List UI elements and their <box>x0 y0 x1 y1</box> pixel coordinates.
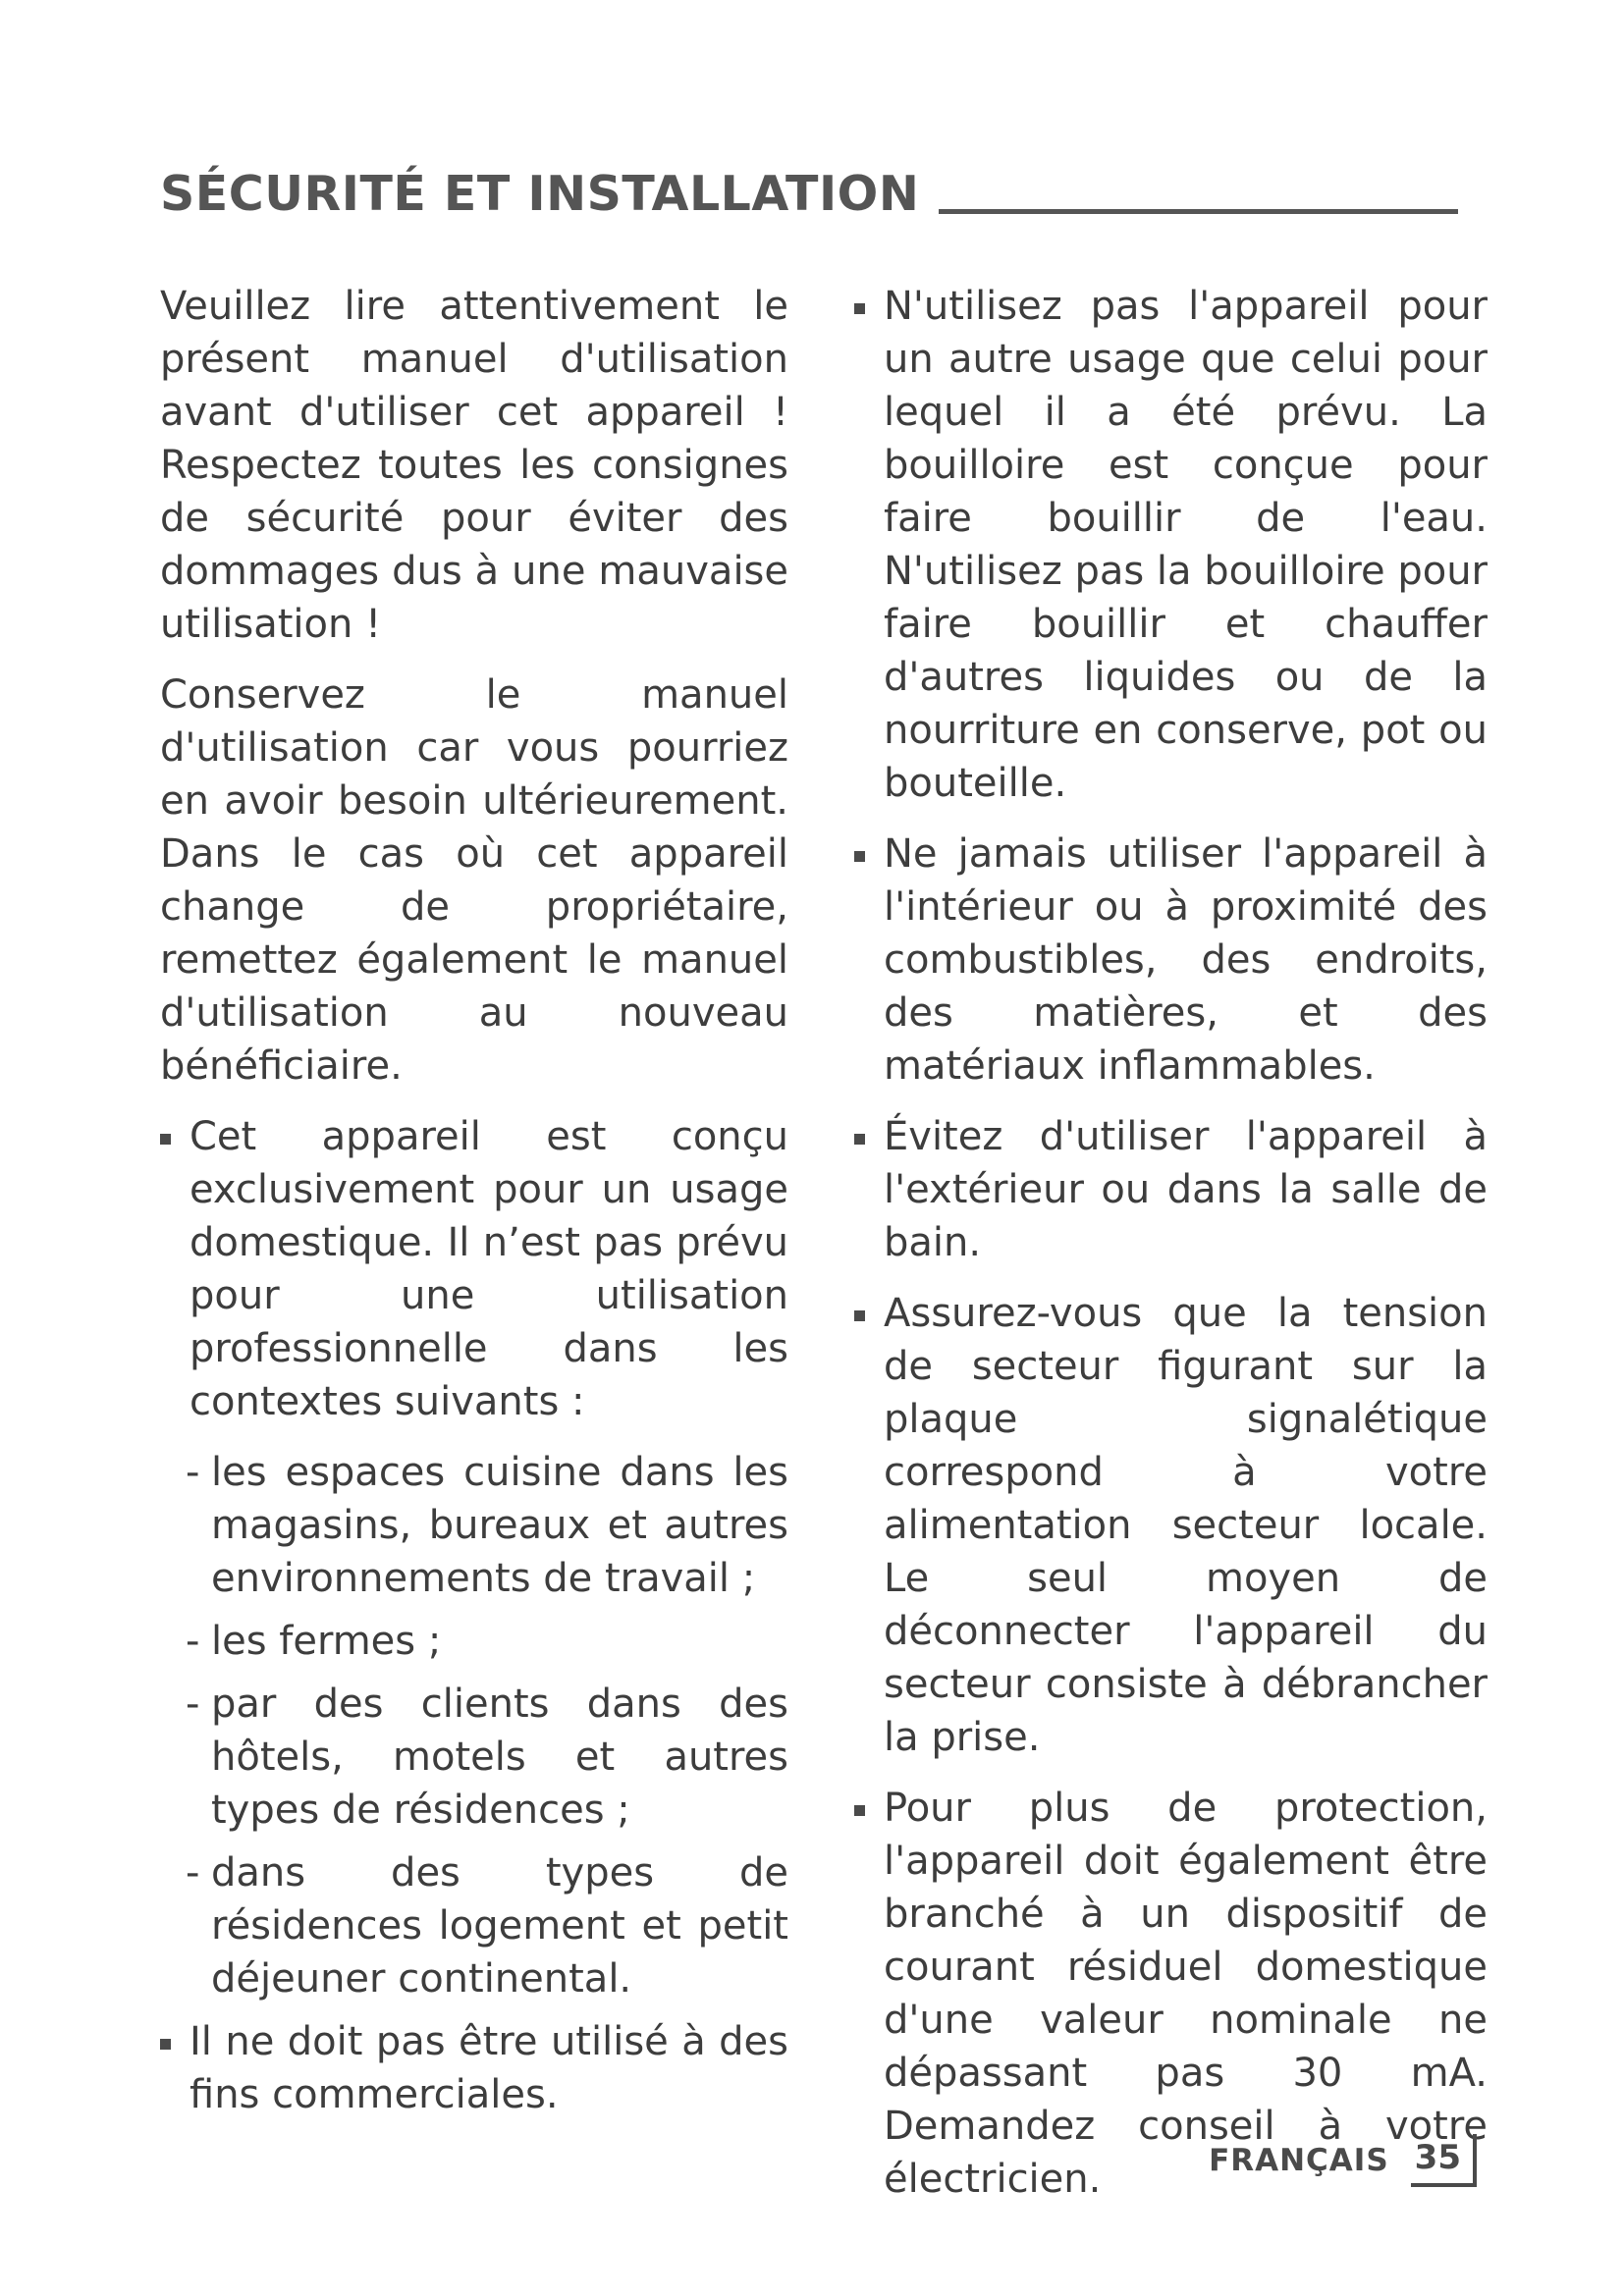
page-header <box>160 145 1458 224</box>
bullet-no-commercial-use <box>160 2015 788 2121</box>
bullet-square-icon <box>854 303 865 314</box>
bullet-flammables <box>854 828 1488 1093</box>
exclusion-text: par des clients dans des hôtels, motels et autres types de résidences ; <box>211 1682 788 1833</box>
exclusion-text: les espaces cuisine dans les magasins, bureaux et autres environnements de travail ; <box>211 1450 788 1601</box>
footer-language: FRANÇAIS <box>1209 2143 1389 2178</box>
intro-paragraph-1: Veuillez lire attentivement le présent manuel d'utilisation avant d'utiliser cet appareil ! Respectez toutes les consignes de sécurité pour éviter des dommages dus à une mauvaise utilisation ! <box>160 284 788 647</box>
bullet-outdoor-bathroom <box>854 1110 1488 1269</box>
exclusion-item <box>160 1615 788 1668</box>
bullet-square-icon <box>854 1805 865 1816</box>
page-number: 35 <box>1411 2134 1477 2187</box>
bullet-text: N'utilisez pas l'appareil pour un autre usage que celui pour lequel il a été prévu. La bouilloire est conçue pour faire bouillir de l'eau. N'utilisez pas la bouilloire pour faire bouillir et chauffer d'autres liquides ou de la nourriture en conserve, pot ou bouteille. <box>884 284 1488 806</box>
bullet-mains-voltage <box>854 1287 1488 1764</box>
dash-marker: - <box>186 1682 200 1727</box>
bullet-square-icon <box>160 2039 171 2050</box>
exclusion-item <box>160 1678 788 1837</box>
page-title: SÉCURITÉ ET INSTALLATION <box>160 166 920 222</box>
exclusion-text: les fermes ; <box>211 1619 442 1664</box>
bullet-text: Évitez d'utiliser l'appareil à l'extérieur ou dans la salle de bain. <box>884 1114 1488 1265</box>
bullet-square-icon <box>854 1310 865 1321</box>
dash-marker: - <box>186 1850 200 1896</box>
intro-paragraph-2: Conservez le manuel d'utilisation car vous pourriez en avoir besoin ultérieurement. Dans le cas où cet appareil change de propriétaire, remettez également le manuel d'utilisation au nouveau bénéficiaire. <box>160 672 788 1089</box>
bullet-intended-use <box>854 280 1488 810</box>
title-rule <box>939 209 1458 214</box>
exclusion-text: dans des types de résidences logement et petit déjeuner continental. <box>211 1850 788 2002</box>
page-footer <box>1209 2130 1477 2191</box>
bullet-text: Assurez-vous que la tension de secteur figurant sur la plaque signalétique correspond à votre alimentation secteur locale. Le seul moyen de déconnecter l'appareil du secteur consiste à débrancher la prise. <box>884 1291 1488 1760</box>
exclusion-list <box>160 1446 788 2005</box>
bullet-square-icon <box>160 1134 171 1145</box>
bullet-text: Pour plus de protection, l'appareil doit également être branché à un dispositif de courant résiduel domestique d'une valeur nominale ne dépassant pas 30 mA. Demandez conseil à votre électricien. <box>884 1786 1488 2202</box>
left-column <box>160 280 788 2139</box>
bullet-square-icon <box>854 1134 865 1145</box>
bullet-text: Ne jamais utiliser l'appareil à l'intérieur ou à proximité des combustibles, des endroits, des matières, et des matériaux inflammables. <box>884 831 1488 1089</box>
bullet-square-icon <box>854 851 865 862</box>
bullet-text: Cet appareil est conçu exclusivement pour un usage domestique. Il n’est pas prévu pour une utilisation professionnelle dans les contextes suivants : <box>189 1114 788 1424</box>
bullet-domestic-use <box>160 1110 788 1428</box>
exclusion-item <box>160 1846 788 2005</box>
bullet-text: Il ne doit pas être utilisé à des fins commerciales. <box>189 2019 788 2117</box>
dash-marker: - <box>186 1450 200 1495</box>
right-column <box>854 280 1488 2223</box>
exclusion-item <box>160 1446 788 1605</box>
dash-marker: - <box>186 1619 200 1664</box>
